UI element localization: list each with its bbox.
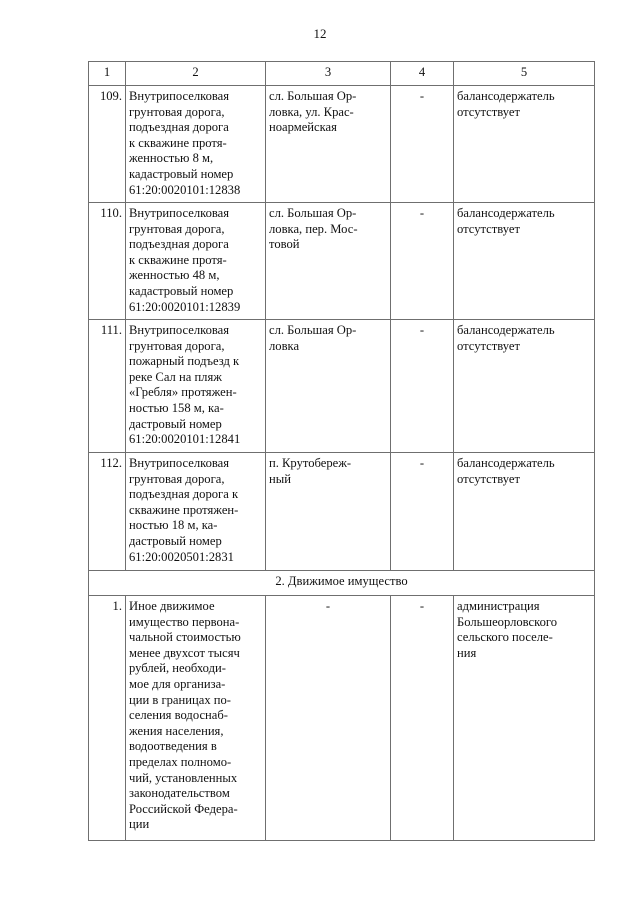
property-name-line: реке Сал на пляж: [129, 369, 222, 384]
property-name-line: мое для организа-: [129, 676, 226, 691]
property-name-line: рублей, необходи-: [129, 661, 226, 676]
address-line: ноармейская: [269, 120, 337, 135]
property-name-line: жения населения,: [129, 723, 224, 738]
property-name-line: водоотведения в: [129, 739, 217, 754]
property-name-line: пожарный подъезд к: [129, 354, 240, 369]
property-name-line: дастровый номер: [129, 416, 222, 431]
property-name-line: грунтовая дорога,: [129, 338, 225, 353]
property-name-line: подъездная дорога: [129, 120, 229, 135]
holder-cell: [454, 453, 595, 571]
column-4-cell: -: [391, 596, 454, 841]
address-line: сл. Большая Ор-: [269, 206, 357, 220]
property-name-line: женностью 8 м,: [129, 151, 214, 166]
property-name-line: женностью 48 м,: [129, 268, 220, 283]
column-number-4: 4: [391, 62, 454, 86]
section-title: 2. Движимое имущество: [89, 571, 595, 596]
holder-line: отсутствует: [457, 221, 520, 236]
holder-cell: [454, 86, 595, 203]
address-line: товой: [269, 237, 300, 252]
row-number: 110.: [89, 203, 126, 320]
property-name-line: к скважине протя-: [129, 135, 227, 150]
property-name-line: имущество первона-: [129, 614, 240, 629]
address-line: ловка: [269, 338, 300, 353]
table-row: [89, 86, 595, 203]
row-number: 109.: [89, 86, 126, 203]
property-name-line: Иное движимое: [129, 599, 215, 613]
property-name-line: подъездная дорога к: [129, 487, 239, 502]
property-name-line: подъездная дорога: [129, 237, 229, 252]
address-line: ный: [269, 471, 291, 486]
property-name-line: ностью 158 м, ка-: [129, 400, 224, 415]
column-4-cell: -: [391, 320, 454, 453]
holder-cell: [454, 596, 595, 841]
property-name-line: 61:20:0020101:12841: [129, 432, 241, 447]
property-name-line: к скважине протя-: [129, 252, 227, 267]
property-name-line: ностью 18 м, ка-: [129, 518, 218, 533]
column-number-3: 3: [266, 62, 391, 86]
row-number: 111.: [89, 320, 126, 453]
property-name-line: чий, установленных: [129, 770, 238, 785]
holder-line: ния: [457, 645, 477, 660]
property-name-line: кадастровый номер: [129, 283, 234, 298]
property-name-line: ции: [129, 817, 150, 832]
address-cell: [266, 203, 391, 320]
address-cell: [266, 320, 391, 453]
address-cell: [266, 86, 391, 203]
property-name-line: Внутрипоселковая: [129, 323, 230, 337]
holder-line: отсутствует: [457, 104, 520, 119]
property-name-line: ции в границах по-: [129, 692, 231, 707]
table-row: [89, 320, 595, 453]
property-name-line: чальной стоимостью: [129, 630, 241, 645]
holder-line: балансодержатель: [457, 89, 555, 103]
page-number: 12: [313, 26, 327, 41]
column-number-1: 1: [89, 62, 126, 86]
table-row: [89, 596, 595, 841]
table-row: [89, 453, 595, 571]
property-name-cell: [126, 203, 266, 320]
holder-line: отсутствует: [457, 338, 520, 353]
property-name-cell: [126, 453, 266, 571]
property-name-line: пределах полномо-: [129, 754, 232, 769]
property-name-line: законодательством: [129, 786, 230, 801]
section-header-row: [89, 571, 595, 596]
column-number-5: 5: [454, 62, 595, 86]
address-line: ловка, пер. Мос-: [269, 221, 358, 236]
property-name-line: Внутрипоселковая: [129, 456, 230, 470]
column-4-cell: -: [391, 203, 454, 320]
holder-line: сельского поселе-: [457, 630, 553, 645]
property-name-line: грунтовая дорога,: [129, 104, 225, 119]
address-line: сл. Большая Ор-: [269, 323, 357, 337]
address-cell: [266, 453, 391, 571]
row-number: 1.: [89, 596, 126, 841]
property-name-line: кадастровый номер: [129, 166, 234, 181]
column-4-cell: -: [391, 86, 454, 203]
holder-cell: [454, 203, 595, 320]
row-number: 112.: [89, 453, 126, 571]
holder-line: балансодержатель: [457, 456, 555, 470]
property-register-table: [88, 61, 595, 841]
property-name-line: грунтовая дорога,: [129, 471, 225, 486]
property-name-line: 61:20:0020101:12838: [129, 182, 241, 197]
holder-line: балансодержатель: [457, 206, 555, 220]
property-name-line: Внутрипоселковая: [129, 89, 230, 103]
property-name-line: 61:20:0020501:2831: [129, 549, 234, 564]
property-name-line: Внутрипоселковая: [129, 206, 230, 220]
column-number-2: 2: [126, 62, 266, 86]
property-name-line: 61:20:0020101:12839: [129, 299, 241, 314]
address-line: сл. Большая Ор-: [269, 89, 357, 103]
address-cell: -: [266, 596, 391, 841]
property-name-line: грунтовая дорога,: [129, 221, 225, 236]
holder-cell: [454, 320, 595, 453]
column-4-cell: -: [391, 453, 454, 571]
address-line: ловка, ул. Крас-: [269, 104, 354, 119]
property-name-line: менее двухсот тысяч: [129, 645, 240, 660]
holder-line: отсутствует: [457, 471, 520, 486]
property-name-line: «Гребля» протяжен-: [129, 385, 237, 400]
property-name-line: Российской Федера-: [129, 801, 238, 816]
holder-line: администрация: [457, 599, 540, 613]
property-name-line: скважине протяжен-: [129, 502, 239, 517]
property-name-cell: [126, 320, 266, 453]
property-name-line: селения водоснаб-: [129, 708, 228, 723]
address-line: п. Крутобереж-: [269, 456, 352, 470]
table-row: [89, 203, 595, 320]
property-name-cell: [126, 86, 266, 203]
property-name-cell: [126, 596, 266, 841]
property-name-line: дастровый номер: [129, 533, 222, 548]
holder-line: Большеорловского: [457, 614, 558, 629]
column-number-row: [89, 62, 595, 86]
holder-line: балансодержатель: [457, 323, 555, 337]
